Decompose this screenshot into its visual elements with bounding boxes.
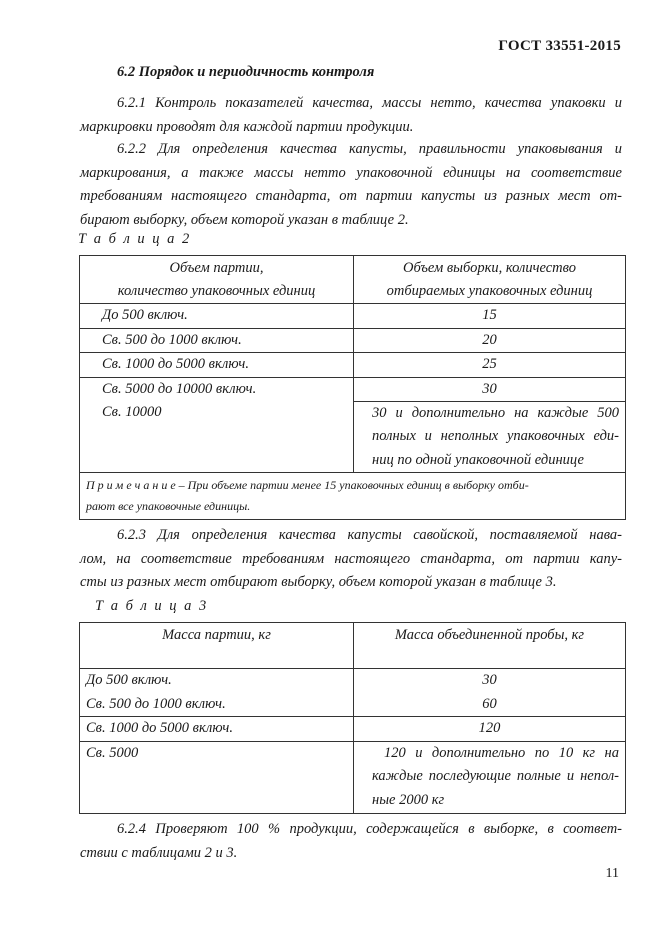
note-line: рают все упаковочные единицы. — [86, 499, 251, 513]
party-value: Св. 5000 до 10000 включ. — [102, 380, 257, 397]
paragraph-line: лом, на соответствие требованиям настоящего стандарта, от партии капу- — [80, 550, 622, 567]
paragraph-line: ствии с таблицами 2 и 3. — [80, 844, 238, 861]
paragraph-line: 6.2.2 Для определения качества капусты, правильности упаковывания и — [117, 141, 622, 157]
sample-cell: 15 — [354, 304, 626, 329]
paragraph-line: маркировки проводят для каждой партии продукции. — [80, 118, 414, 135]
table-3-caption: Т а б л и ц а 3 — [95, 598, 209, 614]
paragraph-6-2-3 — [80, 524, 622, 595]
header-line: Объем выборки, количество — [403, 260, 576, 276]
table-row — [80, 669, 626, 717]
table-row — [80, 353, 626, 378]
header-line: отбираемых упаковочных единиц — [386, 283, 593, 299]
party-cell: Св. 1000 до 5000 включ. — [80, 353, 354, 378]
mass-value: До 500 включ. — [86, 672, 172, 688]
table-2-caption: Т а б л и ц а 2 — [78, 231, 192, 247]
paragraph-line: маркирования, а также массы нетто упаковочной единицы на соответствие — [80, 164, 622, 181]
standard-header: ГОСТ 33551-2015 — [498, 38, 621, 54]
section-title: 6.2 Порядок и периодичность контроля — [117, 64, 375, 80]
sample-line: каждые последующие полные и непол- — [372, 768, 619, 784]
sample-line: ные 2000 кг — [372, 791, 445, 808]
sample-value: 30 — [354, 378, 625, 402]
party-cell — [80, 377, 354, 473]
table-2-header-left — [80, 256, 354, 304]
sample-line: 120 и дополнительно по 10 кг на — [384, 744, 619, 761]
party-value: Св. 10000 — [102, 404, 162, 420]
mass-value: Св. 500 до 1000 включ. — [86, 695, 226, 712]
sample-line: ниц по одной упаковочной единице — [372, 451, 584, 468]
table-3-header-left: Масса партии, кг — [80, 623, 354, 669]
table-row — [80, 328, 626, 353]
party-cell: До 500 включ. — [80, 304, 354, 329]
table-row — [80, 304, 626, 329]
sample-cell: 120 — [354, 717, 626, 742]
note-line: П р и м е ч а н и е – При объеме партии менее 15 упаковочных единиц в выборку отби- — [86, 478, 529, 492]
sample-value: 60 — [482, 695, 497, 712]
table-2 — [79, 255, 626, 520]
table-note-row — [80, 473, 626, 520]
party-cell: Св. 500 до 1000 включ. — [80, 328, 354, 353]
paragraph-line: бирают выборку, объем которой указан в таблице 2. — [80, 211, 409, 228]
table-3 — [79, 622, 626, 814]
page-number: 11 — [605, 866, 619, 881]
sample-value-multiline — [354, 402, 625, 473]
sample-cell — [354, 669, 626, 717]
paragraph-line: требованиям настоящего стандарта, от партии капусты из разных мест от- — [80, 188, 622, 204]
paragraph-6-2-4 — [80, 818, 622, 865]
mass-cell — [80, 669, 354, 717]
sample-cell: 25 — [354, 353, 626, 378]
table-row — [80, 377, 626, 473]
sample-value: 30 — [482, 672, 497, 688]
table-row — [80, 741, 626, 813]
mass-cell: Св. 5000 — [80, 741, 354, 813]
paragraph-line: 6.2.4 Проверяют 100 % продукции, содержащейся в выборке, в соответ- — [117, 821, 622, 837]
paragraph-6-2-2 — [80, 138, 622, 232]
header-line: количество упаковочных единиц — [117, 283, 316, 299]
paragraph-line: 6.2.3 Для определения качества капусты савойской, поставляемой нава- — [117, 527, 622, 543]
sample-cell: 20 — [354, 328, 626, 353]
table-2-header-right — [354, 256, 626, 304]
sample-cell — [354, 741, 626, 813]
table-2-note — [80, 473, 626, 520]
sample-line: 30 и дополнительно на каждые 500 — [372, 404, 619, 421]
sample-cell — [354, 377, 626, 473]
sample-line: полных и неполных упаковочных еди- — [372, 428, 619, 444]
mass-cell: Св. 1000 до 5000 включ. — [80, 717, 354, 742]
header-line: Объем партии, — [169, 260, 264, 276]
table-row — [80, 717, 626, 742]
table-3-header-right: Масса объединенной пробы, кг — [354, 623, 626, 669]
paragraph-line: сты из разных мест отбирают выборку, объем которой указан в таблице 3. — [80, 574, 557, 590]
paragraph-line: 6.2.1 Контроль показателей качества, массы нетто, качества упаковки и — [117, 95, 622, 111]
paragraph-6-2-1 — [80, 92, 622, 139]
